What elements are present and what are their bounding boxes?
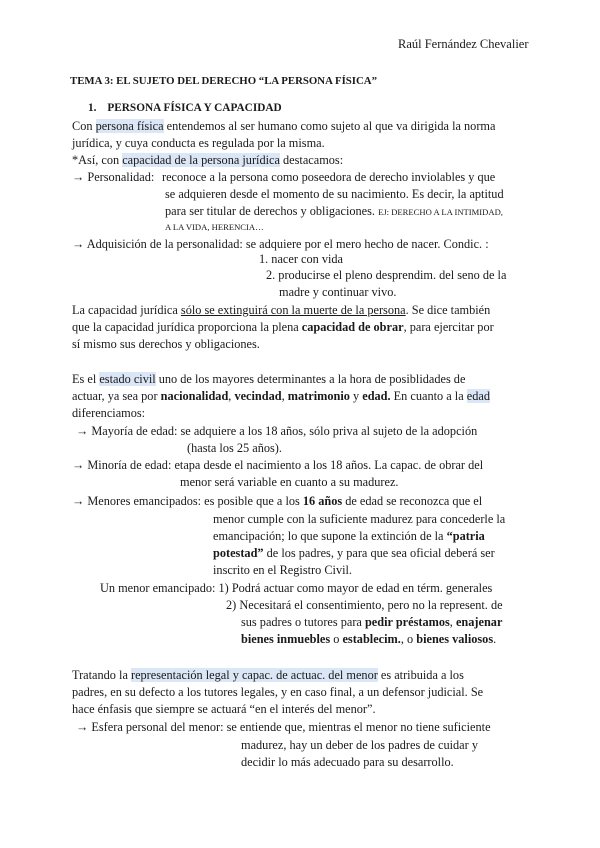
bullet-label: → Esfera personal del menor: [76,720,224,734]
highlight-edad: edad [466,389,490,403]
text: . Se dice también [405,303,491,317]
bullet-text: inscrito en el Registro Civil. [213,563,353,577]
bullet-emancipados [72,493,482,509]
bullet-text [213,545,495,561]
condition-item: 2. producirse el pleno desprendim. del seno de la [266,268,507,282]
bullet-text [165,203,503,220]
text: se entiende que, mientras el menor no tiene suficiente [226,720,491,734]
paragraph-line [72,319,494,335]
text: , para ejercitar por [403,320,494,334]
text: sus padres o tutores para [241,615,365,629]
list-item [241,631,496,647]
text: actuar, ya sea por [72,389,161,403]
bold-term: enajenar [455,615,503,629]
text: y [349,389,363,403]
paragraph-line: diferenciamos: [72,406,146,420]
bullet-minoria [72,457,483,473]
text: de edad se reconozca que el [342,494,483,508]
bold-term: pedir préstamos [364,615,450,629]
paragraph-line [72,388,490,404]
bold-term: 16 años [302,494,343,508]
text: Es el [72,372,100,386]
bullet-text: (hasta los 25 años). [187,441,282,455]
bullet-esfera [76,719,491,735]
text: para ser titular de derechos y obligaciones. [165,204,375,218]
text: que la capacidad jurídica proporciona la plena [72,320,302,334]
paragraph-line: sí mismo sus derechos y obligaciones. [72,337,260,351]
list-item [241,614,502,630]
text: es atribuida a los [377,668,464,682]
page-title: TEMA 3: EL SUJETO DEL DERECHO “LA PERSONA FÍSICA” [70,75,377,87]
text: Con [72,119,96,133]
condition-item: madre y continuar vivo. [279,285,397,299]
highlight-representacion: representación legal y capac. de actuac. del menor [130,668,378,682]
bullet-label: → Mayoría de edad: [76,424,178,438]
paragraph-extincion [72,302,490,318]
highlight-capacidad: capacidad de la persona jurídica [122,153,280,167]
paragraph-line: jurídica, y cuya conducta es regulada por la misma. [72,136,325,150]
bullet-adquisicion [72,236,489,252]
text: se adquiere a los 18 años, sólo priva al sujeto de la adopción [180,424,478,438]
section-title: PERSONA FÍSICA Y CAPACIDAD [107,102,282,114]
bold-term: edad. [362,389,391,403]
bold-term: nacionalidad [160,389,229,403]
bold-term: potestad” [213,546,264,560]
highlight-estado-civil: estado civil [99,372,156,386]
example-note: A LA VIDA, HERENCIA… [165,222,264,232]
bullet-text: menor será variable en cuanto a su madurez. [180,475,399,489]
paragraph-persona-fisica [72,118,495,134]
text: Tratando la [72,668,131,682]
text: es posible que a los [204,494,303,508]
text: *Así, con [72,153,123,167]
text: . [493,632,497,646]
bold-capacidad-obrar: capacidad de obrar [301,320,404,334]
bold-term: establecim. [342,632,401,646]
text: entendemos al ser humano como sujeto al que va dirigida la norma [163,119,496,133]
bullet-text: menor cumple con la suficiente madurez para concederle la [213,512,506,526]
text: , [228,389,235,403]
text: , [281,389,288,403]
paragraph-line: padres, en su defecto a los tutores legales, y en caso final, a un defensor judicial. Se [72,685,484,699]
list-label: Un menor emancipado: [100,581,216,595]
underline-extincion: sólo se extinguirá con la muerte de la persona [180,303,406,317]
bullet-text: reconoce a la persona como poseedora de derecho inviolables y que [162,170,496,184]
text: , [449,615,456,629]
bullet-text: decidir lo más adecuado para su desarrollo. [241,755,454,769]
bold-term: matrimonio [287,389,350,403]
text: , o [400,632,417,646]
paragraph-capacidad [72,152,343,168]
bullet-label: → Minoría de edad: [72,458,172,472]
bold-term: bienes inmuebles [241,632,331,646]
paragraph-estado-civil [72,371,465,387]
text: destacamos: [279,153,344,167]
text: etapa desde el nacimiento a los 18 años. La capac. de obrar del [174,458,484,472]
bullet-text: madurez, hay un deber de los padres de cuidar y [241,738,478,752]
bold-term: bienes valiosos [416,632,494,646]
paragraph-line: hace énfasis que siempre se actuará “en el interés del menor”. [72,702,376,716]
text: o [330,632,343,646]
bullet-label: → Menores emancipados: [72,494,202,508]
bullet-text: se adquieren desde el momento de su nacimiento. Es decir, la aptitud [165,187,504,201]
bullet-label: → Adquisición de la personalidad: [72,237,243,251]
bullet-mayoria [76,423,477,439]
text: uno de los mayores determinantes a la hora de posiblidades de [155,372,466,386]
section-heading [88,100,282,116]
bold-term: “patria [446,529,485,543]
text: En cuanto a la [390,389,467,403]
menor-emancipado-list [100,580,492,596]
highlight-persona-fisica: persona física [95,119,164,133]
text: se adquiere por el mero hecho de nacer. Condic. : [245,237,489,251]
author-name: Raúl Fernández Chevalier [398,37,529,51]
list-item: 1) Podrá actuar como mayor de edad en térm. generales [218,581,493,595]
text: La capacidad jurídica [72,303,181,317]
text: de los padres, y para que sea oficial deberá ser [263,546,495,560]
bullet-personalidad-label: → Personalidad: [72,170,155,184]
example-note: EJ: DERECHO A LA INTIMIDAD, [378,207,503,217]
paragraph-representacion [72,667,464,683]
bullet-text [213,528,485,544]
list-item: 2) Necesitará el consentimiento, pero no la represent. de [226,598,503,612]
bold-term: vecindad [234,389,282,403]
section-number: 1. [88,102,97,114]
text: emancipación; lo que supone la extinción de la [213,529,447,543]
condition-item: 1. nacer con vida [259,252,343,266]
